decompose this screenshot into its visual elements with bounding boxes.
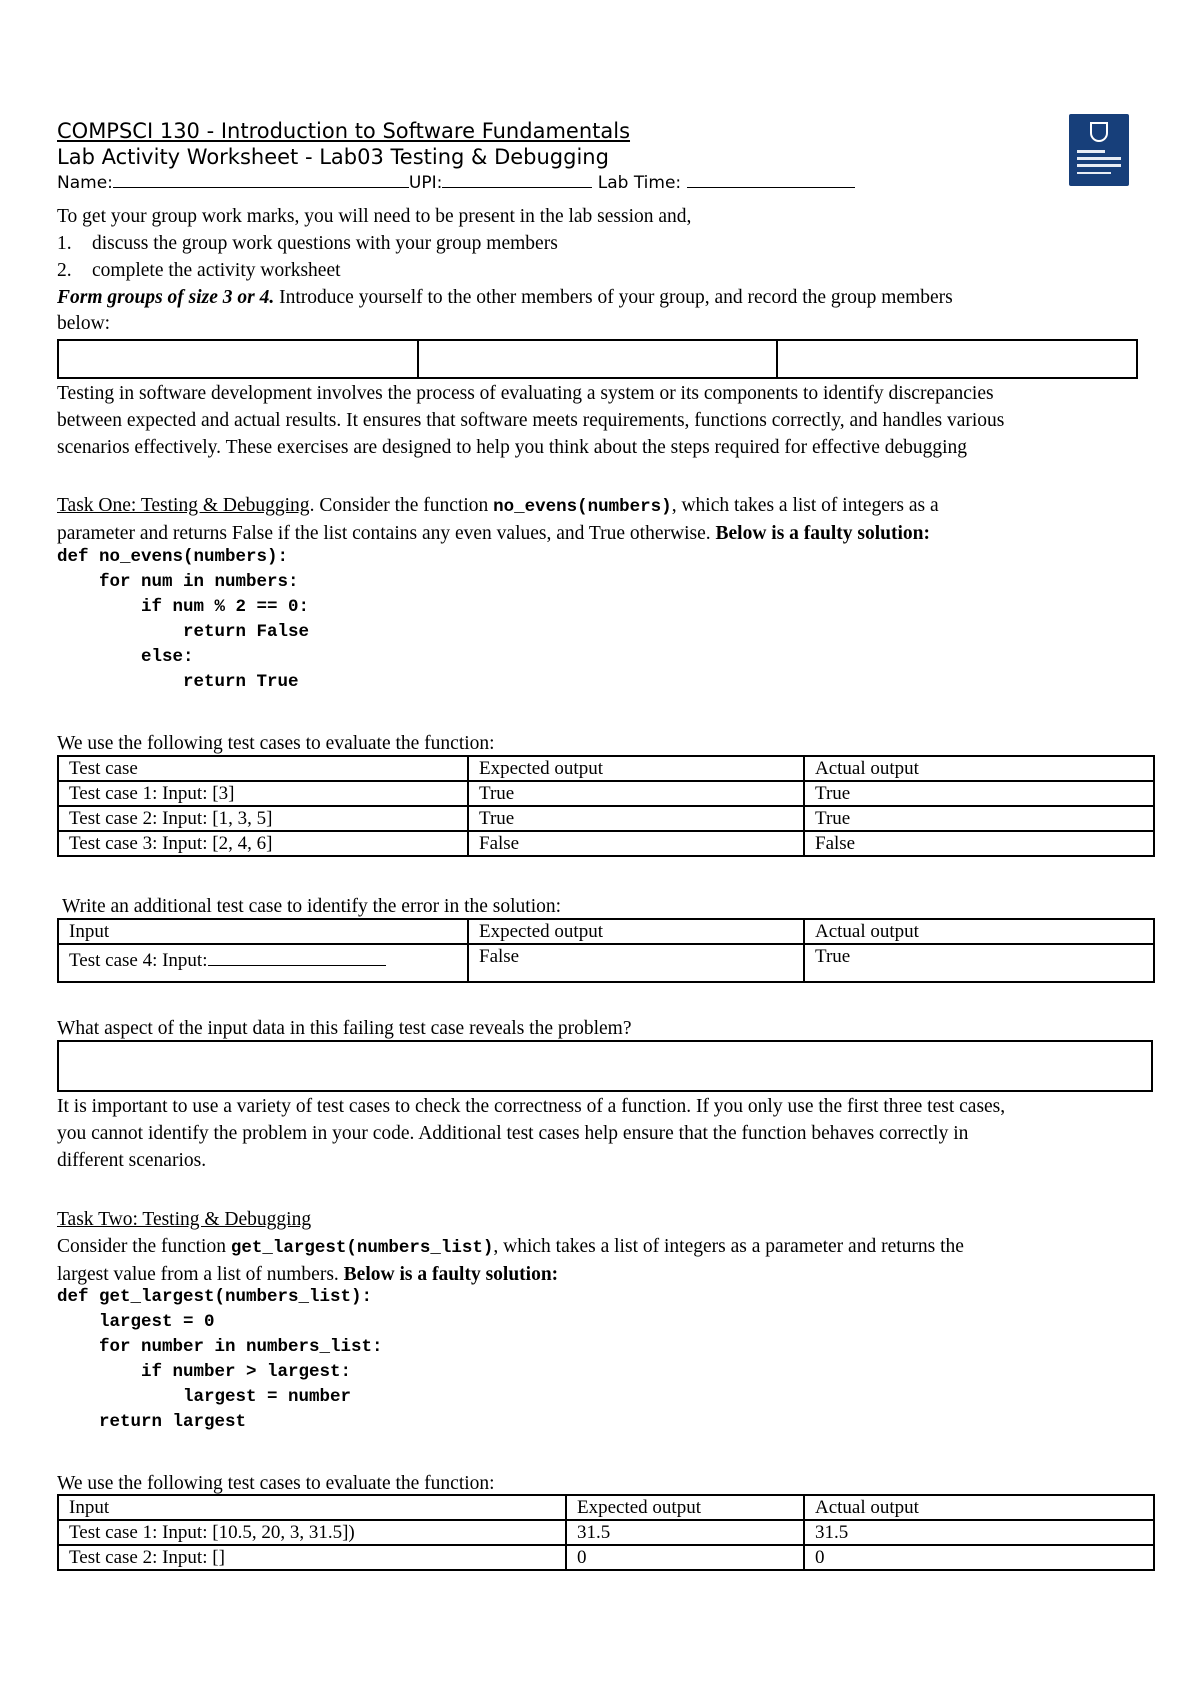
table-header-row: Test case Expected output Actual output <box>58 756 1154 781</box>
group-member-field-1[interactable] <box>58 340 418 378</box>
task1-test-table <box>57 755 1155 857</box>
task2-code-block: def get_largest(numbers_list): largest = 0 for number in numbers_list: if number > largest: largest = number return largest <box>57 1287 383 1432</box>
group-member-field-2[interactable] <box>418 340 778 378</box>
page-title: COMPSCI 130 - Introduction to Software Fundamentals <box>57 119 631 143</box>
table-row: Test case 1: Input: [10.5, 20, 3, 31.5]) 31.5 31.5 <box>58 1520 1154 1545</box>
testing-paragraph: Testing in software development involves the process of evaluating a system or its components to identify discrepancies between expected and actual results. It ensures that software meets requirements, functions correctly, and handles various scenarios effectively. These exercises are designed to help you think about the steps required for effective debugging <box>57 383 1005 458</box>
lab-time-field[interactable] <box>687 171 855 188</box>
task1-question: What aspect of the input data in this failing test case reveals the problem? <box>57 1018 632 1039</box>
name-label: Name: <box>57 173 113 193</box>
task1-tests-intro: We use the following test cases to evaluate the function: <box>57 733 495 754</box>
task2-description: Consider the function get_largest(numbers_list), which takes a list of integers as a parameter and returns the <box>57 1236 964 1258</box>
list-item: 1. discuss the group work questions with your group members <box>57 233 558 254</box>
task1-description-cont: parameter and returns False if the list contains any even values, and True otherwise. Below is a faulty solution: <box>57 523 931 544</box>
task1-code-block: def no_evens(numbers): for num in numbers: if num % 2 == 0: return False else: return True <box>57 547 310 692</box>
task1-heading: Task One: Testing & Debugging <box>57 495 310 516</box>
name-field[interactable] <box>113 171 409 188</box>
task2-faulty-label: Below is a faulty solution: <box>343 1264 559 1285</box>
list-item: 2. complete the activity worksheet <box>57 260 341 281</box>
table-row: Test case 2: Input: [] 0 0 <box>58 1545 1154 1570</box>
table-row: Test case 2: Input: [1, 3, 5] True True <box>58 806 1154 831</box>
worksheet-page <box>57 0 1157 1696</box>
form-groups-text: Form groups of size 3 or 4. Introduce yourself to the other members of your group, and record the group members <box>57 287 953 308</box>
task2-heading: Task Two: Testing & Debugging <box>57 1209 312 1230</box>
table-header-row: Input Expected output Actual output <box>58 1495 1154 1520</box>
task1-faulty-label: Below is a faulty solution: <box>715 523 931 544</box>
test-case-4-input-field[interactable] <box>208 945 386 966</box>
upi-label: UPI: <box>408 173 443 193</box>
page-subtitle: Lab Activity Worksheet - Lab03 Testing & Debugging <box>57 145 609 169</box>
table-row <box>58 340 1137 378</box>
task2-test-table <box>57 1494 1155 1571</box>
table-row: Test case 3: Input: [2, 4, 6] False False <box>58 831 1154 856</box>
form-groups-text-cont: below: <box>57 313 111 334</box>
task1-description: Task One: Testing & Debugging. Consider the function no_evens(numbers), which takes a list of integers as a <box>57 495 939 517</box>
table-header-row: Input Expected output Actual output <box>58 919 1154 944</box>
task1-function-name: no_evens(numbers) <box>493 497 672 517</box>
task1-additional-test-table <box>57 918 1155 983</box>
additional-test-prompt: Write an additional test case to identify the error in the solution: <box>62 896 562 917</box>
group-members-table <box>57 339 1138 379</box>
group-member-field-3[interactable] <box>777 340 1137 378</box>
intro-text: To get your group work marks, you will need to be present in the lab session and, <box>57 206 692 227</box>
student-info-line <box>57 170 855 197</box>
task1-conclusion: It is important to use a variety of test cases to check the correctness of a function. If you only use the first three test cases, you cannot identify the problem in your code. Additional test cases help ensure that the function behaves correctly in different scenarios. <box>57 1096 1006 1171</box>
task2-function-name: get_largest(numbers_list) <box>230 1238 494 1258</box>
task2-description-cont: largest value from a list of numbers. Below is a faulty solution: <box>57 1264 559 1285</box>
university-crest-logo <box>1069 114 1129 186</box>
upi-field[interactable] <box>442 171 592 188</box>
task2-tests-intro: We use the following test cases to evaluate the function: <box>57 1473 495 1494</box>
task1-answer-box[interactable] <box>57 1040 1153 1092</box>
lab-time-label: Lab Time: <box>597 173 682 193</box>
table-row: Test case 1: Input: [3] True True <box>58 781 1154 806</box>
crest-shield-icon <box>1090 122 1108 142</box>
table-row: Test case 4: Input: False True <box>58 944 1154 982</box>
